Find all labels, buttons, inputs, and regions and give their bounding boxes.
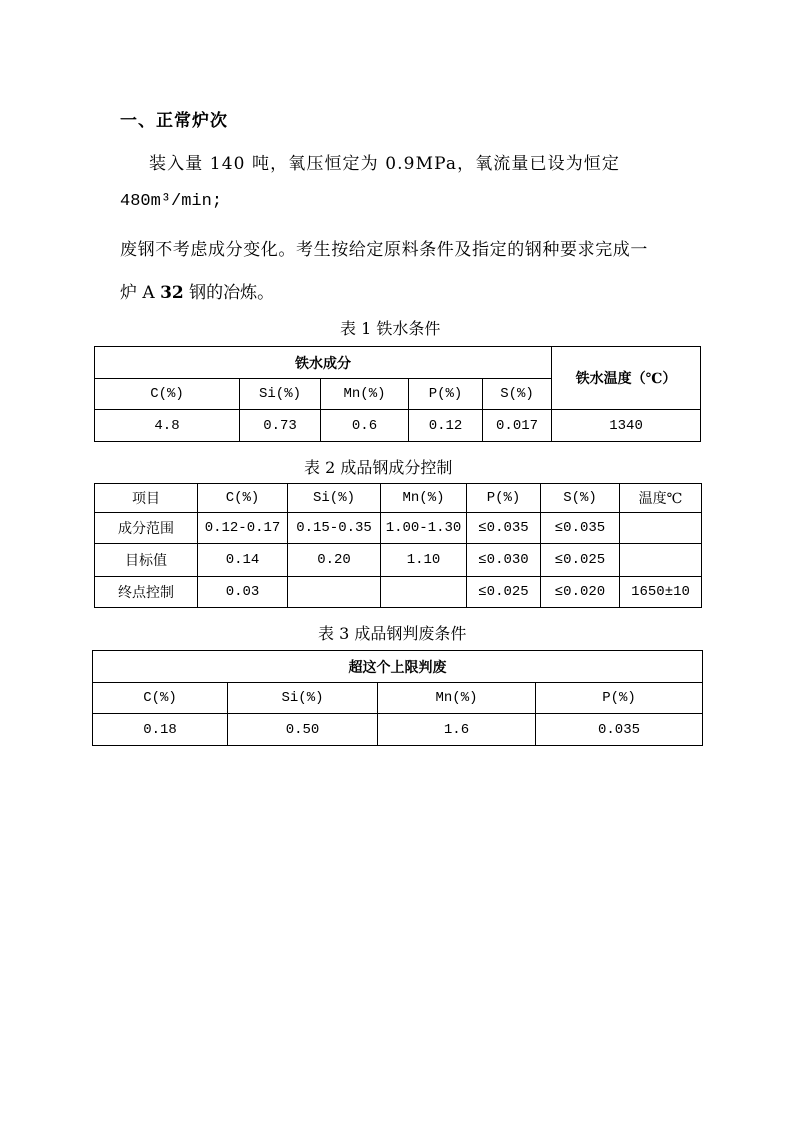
table-cell: ≤0.025 <box>541 544 620 577</box>
table3-caption: 表 3 成品钢判废条件 <box>318 624 467 643</box>
table-cell: 0.017 <box>483 410 552 442</box>
table-cell: 0.20 <box>288 544 381 577</box>
table-cell: 0.03 <box>198 577 288 608</box>
column-header: P(%) <box>536 683 703 714</box>
table-cell: ≤0.025 <box>467 577 541 608</box>
row-label: 成分范围 <box>95 513 198 544</box>
column-header: Si(%) <box>228 683 378 714</box>
row-label: 终点控制 <box>95 577 198 608</box>
column-header: Mn(%) <box>381 484 467 513</box>
table1-caption: 表 1 铁水条件 <box>340 319 441 338</box>
table-cell <box>620 544 702 577</box>
table-cell: 0.15-0.35 <box>288 513 381 544</box>
table-cell: 0.6 <box>321 410 409 442</box>
table-cell: 1.6 <box>378 714 536 746</box>
table-row <box>93 714 703 746</box>
column-header: Mn(%) <box>321 379 409 410</box>
finished-steel-composition-table <box>94 483 702 608</box>
table-cell: 0.14 <box>198 544 288 577</box>
table-cell: 4.8 <box>95 410 240 442</box>
row-label: 目标值 <box>95 544 198 577</box>
column-header: S(%) <box>541 484 620 513</box>
table-row <box>95 544 702 577</box>
column-header: P(%) <box>467 484 541 513</box>
table-cell: ≤0.035 <box>541 513 620 544</box>
table-cell <box>381 577 467 608</box>
table-row <box>95 513 702 544</box>
section-heading: 一、正常炉次 <box>120 111 228 131</box>
table-cell: 1650±10 <box>620 577 702 608</box>
table-row <box>95 577 702 608</box>
table-cell: 1.10 <box>381 544 467 577</box>
table-cell: 0.18 <box>93 714 228 746</box>
paragraph-instructions: 废钢不考虑成分变化。考生按给定原料条件及指定的钢种要求完成一 <box>120 240 648 260</box>
hot-metal-temperature-header: 铁水温度（℃） <box>552 347 701 410</box>
column-header: P(%) <box>409 379 483 410</box>
table-cell: 0.50 <box>228 714 378 746</box>
column-header: C(%) <box>198 484 288 513</box>
steel-grade-number: 32 <box>160 283 184 303</box>
column-header: Si(%) <box>288 484 381 513</box>
table-cell: 0.73 <box>240 410 321 442</box>
hot-metal-table <box>94 346 701 442</box>
column-header: C(%) <box>95 379 240 410</box>
steel-grade-prefix: 炉 A <box>120 283 161 303</box>
column-header: Mn(%) <box>378 683 536 714</box>
paragraph-charge-conditions: 装入量 140 吨，氧压恒定为 0.9MPa，氧流量已设为恒定 <box>149 154 621 174</box>
column-header: C(%) <box>93 683 228 714</box>
table-cell <box>288 577 381 608</box>
table-cell: 0.12-0.17 <box>198 513 288 544</box>
table-cell: 0.12 <box>409 410 483 442</box>
table-cell: 1340 <box>552 410 701 442</box>
steel-grade-suffix: 钢的冶炼。 <box>183 283 275 303</box>
table-cell: 0.035 <box>536 714 703 746</box>
table2-caption: 表 2 成品钢成分控制 <box>304 458 453 477</box>
hot-metal-composition-header: 铁水成分 <box>95 347 552 379</box>
paragraph-steel-grade <box>120 278 274 303</box>
column-header: S(%) <box>483 379 552 410</box>
table-cell: ≤0.020 <box>541 577 620 608</box>
table-cell: ≤0.030 <box>467 544 541 577</box>
scrap-limit-table <box>92 650 703 746</box>
table-cell: ≤0.035 <box>467 513 541 544</box>
scrap-limit-header: 超这个上限判废 <box>93 651 703 683</box>
table-cell: 1.00-1.30 <box>381 513 467 544</box>
column-header: 项目 <box>95 484 198 513</box>
paragraph-oxygen-flow: 480m³/min; <box>120 192 223 211</box>
column-header: 温度℃ <box>620 484 702 513</box>
table-cell <box>620 513 702 544</box>
column-header: Si(%) <box>240 379 321 410</box>
